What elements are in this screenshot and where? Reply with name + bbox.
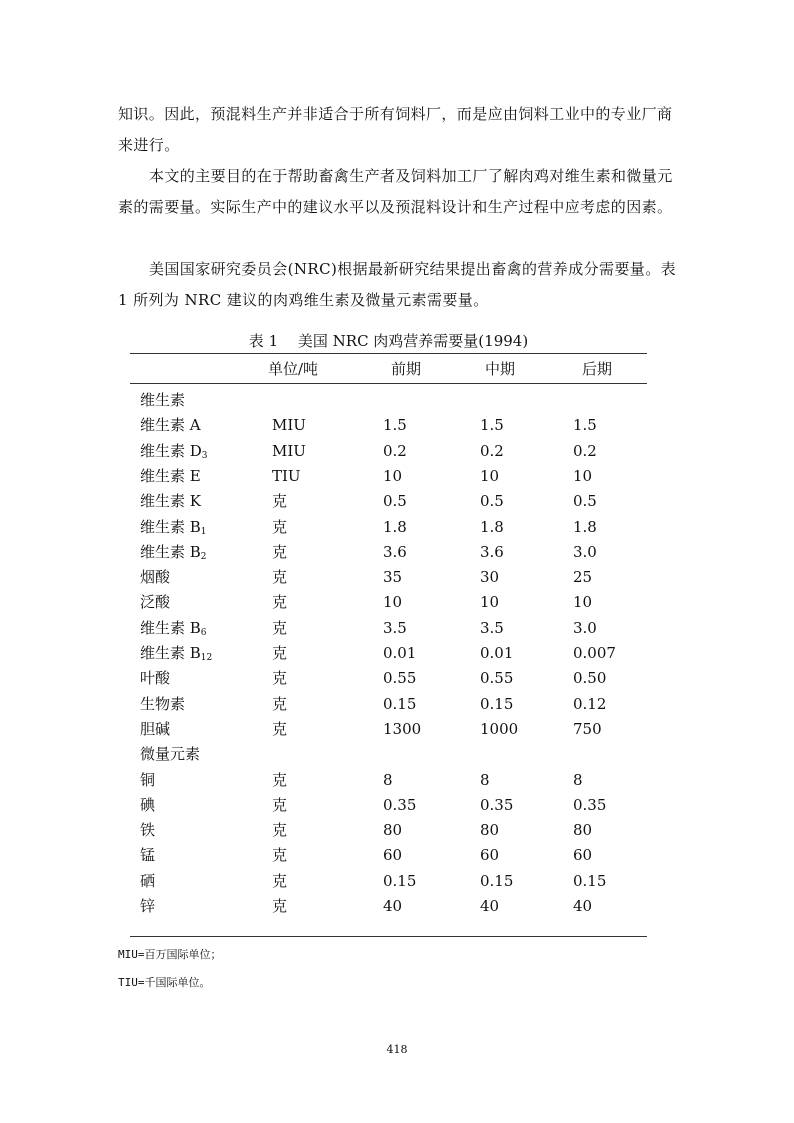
late-value: 0.007 [573, 644, 616, 662]
mid-value: 80 [480, 821, 500, 840]
table-row [0, 666, 794, 691]
mid-value: 10 [480, 466, 500, 485]
early-value: 1.8 [383, 517, 407, 536]
nutrient-name-text: 锌 [140, 897, 156, 915]
nutrient-name-text: 锰 [140, 846, 156, 865]
late-value: 0.2 [573, 441, 597, 460]
late-value: 10 [573, 466, 593, 485]
nutrient-name [140, 719, 170, 744]
table-row [0, 388, 794, 413]
nutrient-name [140, 567, 170, 592]
nutrient-name-text: 泛酸 [140, 593, 171, 612]
table-caption: 表 1 美国 NRC 肉鸡营养需要量(1994) [248, 332, 529, 350]
unit-cell: MIU [272, 416, 306, 435]
mid-value: 1.5 [480, 416, 504, 435]
table-row [0, 616, 794, 641]
header-late: 后期 [582, 360, 613, 378]
early-value: 10 [383, 466, 403, 485]
early-value: 40 [383, 897, 403, 915]
early-value: 80 [383, 821, 403, 840]
table-row [0, 818, 794, 843]
early-value: 60 [383, 846, 403, 865]
unit-cell: 克 [272, 795, 288, 814]
table-row [0, 590, 794, 615]
mid-value: 3.5 [480, 618, 504, 637]
nutrient-subscript: 6 [200, 627, 207, 638]
nutrient-name [140, 871, 155, 896]
nutrient-name [140, 694, 185, 719]
header-early: 前期 [391, 360, 422, 378]
mid-value: 3.6 [480, 542, 504, 561]
early-value: 1300 [383, 719, 422, 738]
nutrient-name-text: 维生素 B [140, 644, 201, 662]
nutrient-name-text: 胆碱 [140, 719, 171, 738]
late-value: 3.0 [573, 542, 597, 561]
unit-cell: 克 [272, 542, 288, 561]
early-value: 8 [383, 770, 393, 789]
mid-value: 0.15 [480, 871, 514, 890]
mid-value: 1.8 [480, 517, 504, 536]
nutrient-name [140, 668, 170, 693]
late-value: 3.0 [573, 618, 597, 637]
paragraph-3: 美国国家研究委员会(NRC)根据最新研究结果提出畜禽的营养成分需要量。表 1 所列为 NRC 建议的肉鸡维生素及微量元素需要量。 [118, 260, 677, 309]
nutrient-subscript: 12 [200, 653, 213, 663]
late-value: 0.5 [573, 492, 597, 511]
unit-cell: 克 [272, 871, 288, 890]
nutrient-name-text: 生物素 [140, 694, 186, 713]
table-row [0, 742, 794, 767]
late-value: 25 [573, 568, 593, 587]
early-value: 3.5 [383, 618, 407, 637]
late-value: 0.12 [573, 694, 607, 713]
late-value: 1.8 [573, 517, 597, 536]
nutrient-name-text: 维生素 K [140, 492, 201, 511]
nutrient-name-text: 硒 [140, 871, 156, 890]
unit-cell: 克 [272, 517, 288, 536]
nutrient-name-text: 维生素 B [140, 542, 201, 561]
footnote-miu: MIU=百万国际单位； [118, 948, 222, 961]
header-mid: 中期 [485, 360, 516, 378]
nutrient-name [140, 592, 170, 617]
unit-cell: 克 [272, 719, 288, 738]
mid-value: 10 [480, 593, 500, 612]
early-value: 1.5 [383, 416, 407, 435]
nutrient-name [140, 415, 201, 440]
mid-value: 0.35 [480, 795, 514, 814]
table-row [0, 515, 794, 540]
mid-value: 1000 [480, 719, 519, 738]
early-value: 0.01 [383, 644, 417, 662]
footnote-tiu: TIU=千国际单位。 [118, 976, 211, 989]
nutrient-name [140, 820, 155, 845]
table-row [0, 869, 794, 894]
unit-cell: 克 [272, 694, 288, 713]
table-row [0, 641, 794, 666]
late-value: 10 [573, 593, 593, 612]
unit-cell: 克 [272, 492, 288, 511]
nutrient-subscript: 2 [200, 551, 207, 562]
page-number: 418 [386, 1043, 408, 1056]
unit-cell: 克 [272, 568, 288, 587]
mid-value: 0.5 [480, 492, 504, 511]
late-value: 0.35 [573, 795, 607, 814]
early-value: 0.35 [383, 795, 417, 814]
table-row [0, 489, 794, 514]
early-value: 0.15 [383, 694, 417, 713]
table-row [0, 565, 794, 590]
nutrient-subscript: 3 [201, 450, 208, 461]
nutrient-name [140, 441, 208, 466]
nutrient-name-text: 维生素 E [140, 466, 201, 485]
nutrient-name [140, 390, 185, 415]
nutrient-name-text: 维生素 D [140, 441, 202, 460]
mid-value: 60 [480, 846, 500, 865]
table-row [0, 439, 794, 464]
nutrient-name-text: 维生素 A [140, 416, 201, 435]
nutrient-name-text: 微量元素 [140, 745, 201, 764]
table-bottom-rule [130, 936, 647, 937]
header-unit: 单位/吨 [268, 360, 319, 378]
unit-cell: 克 [272, 821, 288, 840]
mid-value: 8 [480, 770, 490, 789]
unit-cell: TIU [272, 466, 301, 485]
unit-cell: 克 [272, 618, 288, 637]
nutrient-name-text: 维生素 B [140, 618, 201, 637]
nutrient-name-text: 碘 [140, 795, 156, 814]
nutrient-name [140, 643, 212, 668]
nutrient-name [140, 491, 201, 516]
nutrient-name [140, 542, 207, 567]
nutrient-subscript: 1 [200, 526, 207, 537]
table-row [0, 717, 794, 742]
mid-value: 0.2 [480, 441, 504, 460]
mid-value: 40 [480, 897, 500, 915]
late-value: 0.15 [573, 871, 607, 890]
late-value: 60 [573, 846, 593, 865]
unit-cell: 克 [272, 897, 288, 915]
table-row [0, 540, 794, 565]
nutrient-name [140, 845, 155, 870]
nutrient-name [140, 618, 207, 643]
nutrient-name-text: 维生素 B [140, 517, 201, 536]
unit-cell: 克 [272, 846, 288, 865]
nutrient-name-text: 烟酸 [140, 568, 171, 587]
nutrient-name [140, 770, 155, 795]
late-value: 0.50 [573, 669, 607, 688]
unit-cell: 克 [272, 644, 288, 662]
early-value: 0.2 [383, 441, 407, 460]
unit-cell: 克 [272, 669, 288, 688]
paragraph-1: 知识。因此，预混料生产并非适合于所有饲料厂，而是应由饲料工业中的专业厂商来进行。 [118, 105, 673, 154]
early-value: 0.55 [383, 669, 417, 688]
nutrient-name-text: 维生素 [140, 391, 186, 409]
table-row [0, 894, 794, 919]
nutrient-name [140, 744, 200, 769]
late-value: 80 [573, 821, 593, 840]
nutrient-name [140, 466, 201, 491]
table-row [0, 768, 794, 793]
late-value: 8 [573, 770, 583, 789]
unit-cell: MIU [272, 441, 306, 460]
early-value: 0.5 [383, 492, 407, 511]
early-value: 35 [383, 568, 403, 587]
table-row [0, 692, 794, 717]
table-row [0, 793, 794, 818]
late-value: 40 [573, 897, 593, 915]
nutrient-name [140, 795, 155, 820]
early-value: 3.6 [383, 542, 407, 561]
table-row [0, 843, 794, 868]
table-header-rule [130, 383, 647, 384]
late-value: 1.5 [573, 416, 597, 435]
nutrient-name-text: 叶酸 [140, 669, 171, 688]
unit-cell: 克 [272, 593, 288, 612]
early-value: 10 [383, 593, 403, 612]
table-top-rule [130, 353, 647, 354]
nutrient-name [140, 896, 155, 921]
paragraph-2: 本文的主要目的在于帮助畜禽生产者及饲料加工厂了解肉鸡对维生素和微量元素的需要量。实际生产中的建议水平以及预混料设计和生产过程中应考虑的因素。 [118, 167, 673, 216]
table-row [0, 413, 794, 438]
mid-value: 0.01 [480, 644, 514, 662]
table-row [0, 464, 794, 489]
mid-value: 0.55 [480, 669, 514, 688]
nutrient-name-text: 铜 [140, 770, 156, 789]
early-value: 0.15 [383, 871, 417, 890]
mid-value: 30 [480, 568, 500, 587]
mid-value: 0.15 [480, 694, 514, 713]
nutrient-name-text: 铁 [140, 821, 156, 840]
late-value: 750 [573, 719, 602, 738]
unit-cell: 克 [272, 770, 288, 789]
nutrient-name [140, 517, 207, 542]
